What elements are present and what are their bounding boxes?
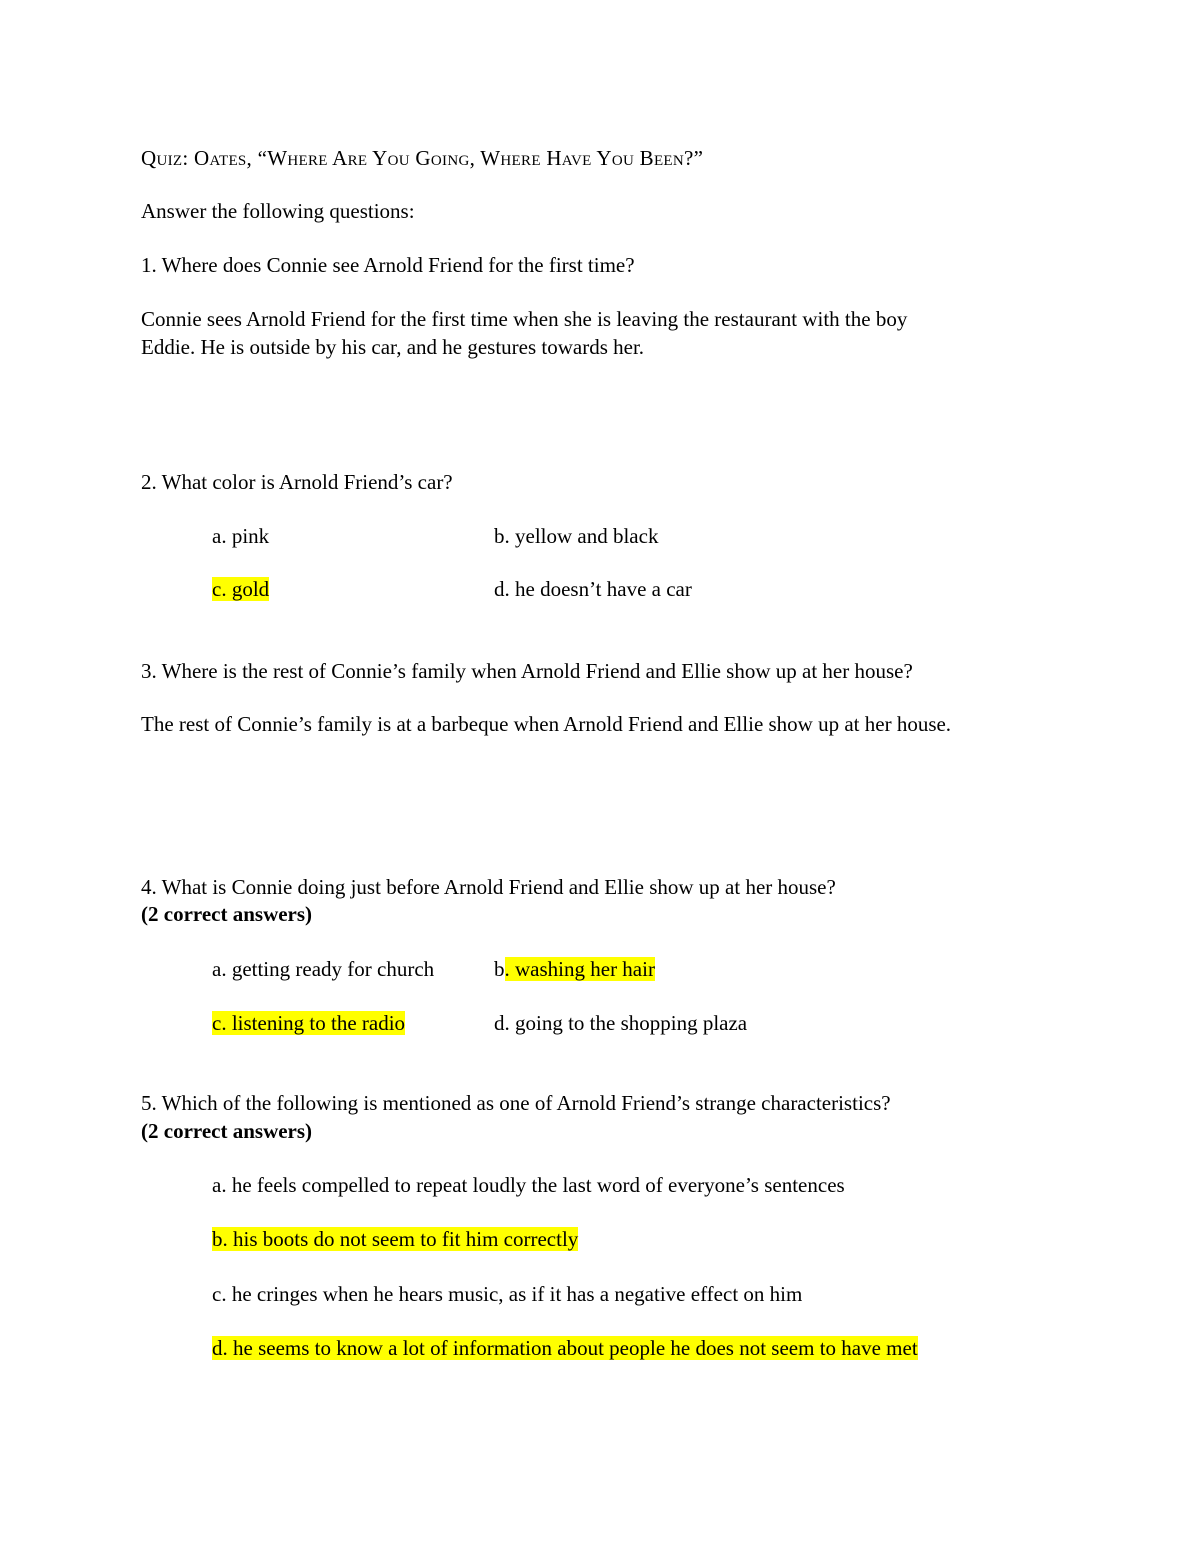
question-2: 2. What color is Arnold Friend’s car? bbox=[141, 470, 453, 494]
question-4-option-d: d. going to the shopping plaza bbox=[494, 1011, 748, 1035]
highlighted-answer: b. his boots do not seem to fit him correctly bbox=[212, 1227, 579, 1251]
highlighted-answer: . washing her hair bbox=[504, 957, 655, 981]
answer-1-line-1: Connie sees Arnold Friend for the first time when she is leaving the restaurant with the boy bbox=[141, 307, 908, 331]
highlighted-answer: c. listening to the radio bbox=[212, 1011, 406, 1035]
question-5-option-a: a. he feels compelled to repeat loudly the last word of everyone’s sentences bbox=[212, 1173, 845, 1197]
instructions: Answer the following questions: bbox=[141, 199, 415, 223]
question-5-option-d-highlighted bbox=[212, 1334, 918, 1362]
option-letter: b bbox=[494, 957, 505, 981]
page-title: Quiz: Oates, “Where Are You Going, Where Have You Been?” bbox=[141, 146, 704, 170]
question-5-option-c: c. he cringes when he hears music, as if it has a negative effect on him bbox=[212, 1282, 803, 1306]
highlighted-answer: c. gold bbox=[212, 577, 270, 601]
highlighted-answer: d. he seems to know a lot of information about people he does not seem to have met bbox=[212, 1336, 918, 1360]
answer-3: The rest of Connie’s family is at a barbeque when Arnold Friend and Ellie show up at her house. bbox=[141, 712, 952, 736]
question-2-option-a: a. pink bbox=[212, 524, 270, 548]
question-4-note: (2 correct answers) bbox=[141, 902, 313, 926]
question-4-option-c-highlighted bbox=[212, 1009, 405, 1037]
question-4-option-a: a. getting ready for church bbox=[212, 957, 435, 981]
question-2-option-c-highlighted bbox=[212, 575, 269, 603]
question-1: 1. Where does Connie see Arnold Friend for the first time? bbox=[141, 253, 635, 277]
question-2-option-d: d. he doesn’t have a car bbox=[494, 577, 692, 601]
question-5: 5. Which of the following is mentioned as one of Arnold Friend’s strange characteristics? bbox=[141, 1091, 891, 1115]
answer-1-line-2: Eddie. He is outside by his car, and he gestures towards her. bbox=[141, 335, 645, 359]
question-5-option-b-highlighted bbox=[212, 1225, 578, 1253]
question-4: 4. What is Connie doing just before Arnold Friend and Ellie show up at her house? bbox=[141, 875, 836, 899]
question-3: 3. Where is the rest of Connie’s family when Arnold Friend and Ellie show up at her house? bbox=[141, 659, 913, 683]
question-5-note: (2 correct answers) bbox=[141, 1119, 313, 1143]
question-4-option-b-highlighted bbox=[494, 955, 655, 983]
question-2-option-b: b. yellow and black bbox=[494, 524, 659, 548]
